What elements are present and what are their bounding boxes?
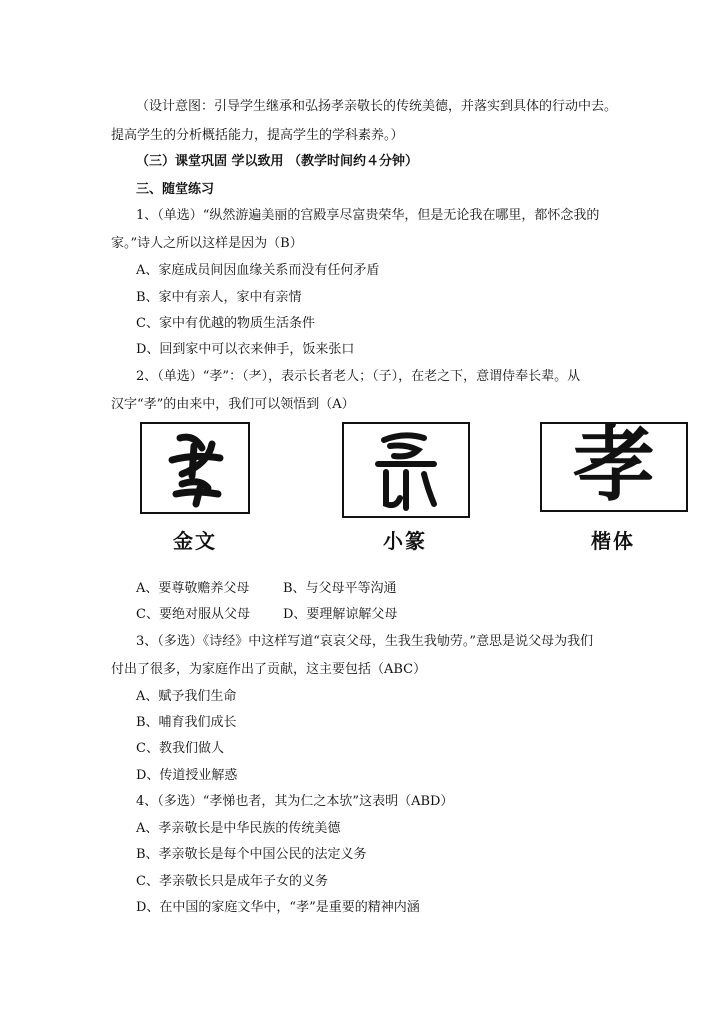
- question-1-stem-line-1: 1、（单选）“纵然游遍美丽的宫殿享尽富贵荣华，但是无论我在哪里，都怀念我的: [136, 208, 600, 223]
- question-4-option-c: C、孝亲敬长只是成年子女的义务: [136, 874, 328, 889]
- question-4-option-a: A、孝亲敬长是中华民族的传统美德: [136, 821, 341, 836]
- question-3-option-d: D、传道授业解惑: [136, 768, 238, 783]
- caption-small-seal: 小篆: [383, 529, 427, 553]
- character-evolution-figure: [136, 418, 688, 554]
- caption-bronze-script: 金文: [173, 529, 217, 553]
- question-4-stem: 4、（多选）“孝悌也者，其为仁之本欤”这表明（ABD）: [136, 794, 454, 809]
- caption-regular-script: 楷体: [591, 529, 635, 553]
- question-1-option-b: B、家中有亲人，家中有亲情: [136, 290, 302, 305]
- question-3-option-a: A、赋予我们生命: [136, 689, 237, 704]
- design-intent-line-2: 提高学生的分析概括能力，提高学生的学科素养。）: [111, 128, 404, 143]
- question-3-option-b: B、哺育我们成长: [136, 715, 237, 730]
- design-intent-line-1: （设计意图：引导学生继承和弘扬孝亲敬长的传统美德，并落实到具体的行动中去。: [136, 99, 618, 114]
- question-1-option-a: A、家庭成员间因血缘关系而没有任何矛盾: [136, 263, 380, 278]
- question-3-stem-line-1: 3、（多选）《诗经》中这样写道“哀哀父母，生我生我劬劳。”意思是说父母为我们: [136, 634, 594, 649]
- question-3-stem-line-2: 付出了很多，为家庭作出了贡献，这主要包括（ABC）: [111, 662, 427, 677]
- question-2-option-c: C、要绝对服从父母: [136, 607, 250, 622]
- question-2-option-b: B、与父母平等沟通: [283, 581, 397, 596]
- bronze-script-glyph-icon: [142, 424, 248, 512]
- question-2-stem-line-2: 汉字“孝”的由来中，我们可以领悟到（A）: [111, 397, 355, 412]
- regular-script-glyph: 孝: [572, 418, 655, 513]
- small-seal-glyph-icon: [344, 424, 468, 516]
- question-2-option-d: D、要理解谅解父母: [283, 607, 398, 622]
- regular-script-panel: [540, 418, 688, 513]
- bronze-script-panel: [140, 422, 250, 514]
- question-2-stem-line-1: 2、（单选）“孝”：（耂），表示长者老人；（子），在老之下，意谓侍奉长辈。从: [136, 369, 581, 384]
- question-1-option-d: D、回到家中可以衣来伸手，饭来张口: [136, 342, 355, 357]
- question-3-option-c: C、教我们做人: [136, 741, 224, 756]
- question-4-option-d: D、在中国的家庭文华中，“孝”是重要的精神内涵: [136, 900, 420, 915]
- question-2-option-a: A、要尊敬赡养父母: [136, 581, 250, 596]
- question-4-option-b: B、孝亲敬长是每个中国公民的法定义务: [136, 847, 367, 862]
- section-heading-consolidation: （三）课堂巩固 学以致用 （教学时间约４分钟）: [136, 154, 419, 169]
- section-heading-practice: 三、随堂练习: [136, 182, 215, 197]
- question-1-option-c: C、家中有优越的物质生活条件: [136, 316, 315, 331]
- small-seal-panel: [342, 422, 470, 518]
- question-1-stem-line-2: 家。”诗人之所以这样是因为（B）: [111, 236, 303, 251]
